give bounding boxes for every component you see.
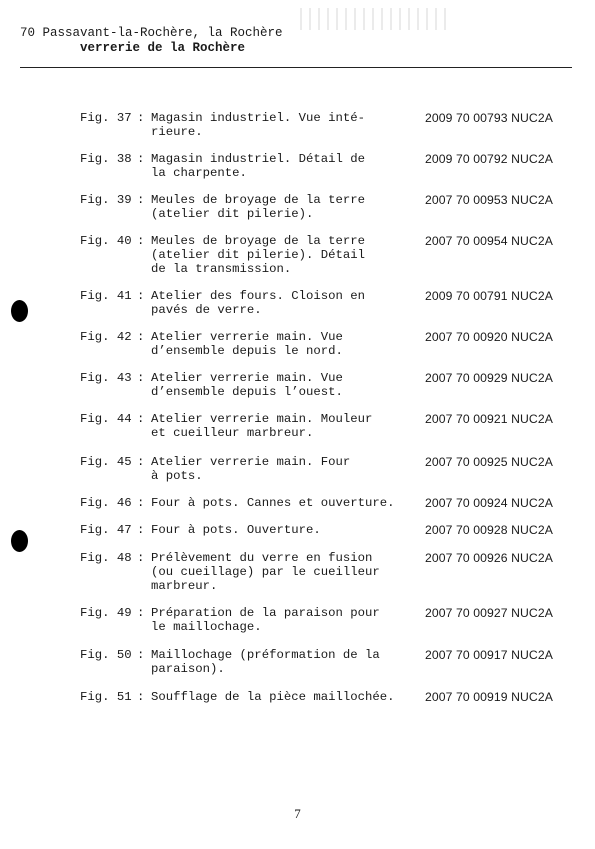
figure-caption (151, 496, 401, 510)
figure-separator: : (137, 648, 145, 662)
figure-reference-number: 2007 70 00917 NUC2A (425, 648, 553, 662)
figure-caption-line: marbreur. (151, 579, 218, 593)
figure-label: Fig. 39 (80, 193, 132, 207)
figure-separator: : (137, 193, 145, 207)
figure-caption-line: pavés de verre. (151, 303, 262, 317)
figure-reference-number: 2007 70 00925 NUC2A (425, 455, 553, 469)
figure-caption-line: (atelier dit pilerie). Détail (151, 248, 366, 262)
figure-caption (151, 690, 401, 704)
figure-caption (151, 330, 401, 358)
figure-caption-line: d’ensemble depuis l’ouest. (151, 385, 343, 399)
figure-label: Fig. 42 (80, 330, 132, 344)
figure-caption-line: le maillochage. (151, 620, 262, 634)
figure-separator: : (137, 371, 145, 385)
figure-label: Fig. 46 (80, 496, 132, 510)
figure-reference-number: 2007 70 00928 NUC2A (425, 523, 553, 537)
figure-caption-line: d’ensemble depuis le nord. (151, 344, 343, 358)
figure-separator: : (137, 551, 145, 565)
figure-caption-line: (ou cueillage) par le cueilleur (151, 565, 380, 579)
figure-caption-line: Atelier verrerie main. Vue (151, 330, 343, 344)
figure-caption (151, 193, 401, 221)
figure-caption-line: (atelier dit pilerie). (151, 207, 314, 221)
figure-label: Fig. 40 (80, 234, 132, 248)
figure-reference-number: 2007 70 00926 NUC2A (425, 551, 553, 565)
figure-separator: : (137, 412, 145, 426)
figure-caption-line: Magasin industriel. Détail de (151, 152, 366, 166)
figure-label: Fig. 38 (80, 152, 132, 166)
figure-caption (151, 234, 401, 276)
figure-label: Fig. 44 (80, 412, 132, 426)
figure-caption-line: Atelier verrerie main. Four (151, 455, 351, 469)
figure-label: Fig. 47 (80, 523, 132, 537)
figure-reference-number: 2007 70 00927 NUC2A (425, 606, 553, 620)
figure-label: Fig. 43 (80, 371, 132, 385)
figure-label: Fig. 51 (80, 690, 132, 704)
figure-label: Fig. 45 (80, 455, 132, 469)
figure-caption-line: Magasin industriel. Vue inté- (151, 111, 366, 125)
figure-label: Fig. 48 (80, 551, 132, 565)
figure-caption-line: Meules de broyage de la terre (151, 234, 366, 248)
figure-separator: : (137, 152, 145, 166)
figure-caption (151, 523, 401, 537)
page-number: 7 (294, 806, 301, 821)
figure-caption-line: Atelier verrerie main. Mouleur (151, 412, 373, 426)
figure-caption-line: Four à pots. Cannes et ouverture. (151, 496, 395, 510)
figure-reference-number: 2007 70 00954 NUC2A (425, 234, 553, 248)
figure-caption-line: Soufflage de la pièce maillochée. (151, 690, 395, 704)
figure-caption-line: Maillochage (préformation de la (151, 648, 380, 662)
figure-reference-number: 2007 70 00919 NUC2A (425, 690, 553, 704)
figure-reference-number: 2007 70 00953 NUC2A (425, 193, 553, 207)
figure-caption (151, 551, 401, 593)
figure-caption-line: à pots. (151, 469, 203, 483)
figure-separator: : (137, 455, 145, 469)
figure-caption-line: rieure. (151, 125, 203, 139)
figure-separator: : (137, 496, 145, 510)
figure-caption-line: Préparation de la paraison pour (151, 606, 380, 620)
figure-label: Fig. 49 (80, 606, 132, 620)
figure-caption-line: la charpente. (151, 166, 247, 180)
figure-reference-number: 2009 70 00791 NUC2A (425, 289, 553, 303)
figure-separator: : (137, 690, 145, 704)
figure-separator: : (137, 234, 145, 248)
figure-caption (151, 371, 401, 399)
figure-reference-number: 2009 70 00792 NUC2A (425, 152, 553, 166)
figure-caption-line: paraison). (151, 662, 225, 676)
figure-reference-number: 2007 70 00920 NUC2A (425, 330, 553, 344)
figure-separator: : (137, 330, 145, 344)
figure-caption (151, 606, 401, 634)
figure-caption-line: Prélèvement du verre en fusion (151, 551, 373, 565)
figure-reference-number: 2007 70 00924 NUC2A (425, 496, 553, 510)
figure-caption-line: et cueilleur marbreur. (151, 426, 314, 440)
figure-caption-line: Atelier verrerie main. Vue (151, 371, 343, 385)
header-location: 70 Passavant-la-Rochère, la Rochère (20, 26, 283, 40)
figure-label: Fig. 37 (80, 111, 132, 125)
figure-caption (151, 111, 401, 139)
figure-caption-line: Meules de broyage de la terre (151, 193, 366, 207)
header-title: verrerie de la Rochère (80, 41, 246, 55)
figure-label: Fig. 50 (80, 648, 132, 662)
figure-caption-line: Four à pots. Ouverture. (151, 523, 321, 537)
figure-caption (151, 412, 401, 440)
figure-reference-number: 2009 70 00793 NUC2A (425, 111, 553, 125)
figure-separator: : (137, 111, 145, 125)
figure-reference-number: 2007 70 00921 NUC2A (425, 412, 553, 426)
figure-caption-line: de la transmission. (151, 262, 292, 276)
figure-separator: : (137, 606, 145, 620)
figure-label: Fig. 41 (80, 289, 132, 303)
figure-separator: : (137, 523, 145, 537)
figure-reference-number: 2007 70 00929 NUC2A (425, 371, 553, 385)
figure-caption (151, 152, 401, 180)
figure-separator: : (137, 289, 145, 303)
figure-caption-line: Atelier des fours. Cloison en (151, 289, 366, 303)
figure-caption (151, 289, 401, 317)
figure-caption (151, 455, 401, 483)
figure-caption (151, 648, 401, 676)
